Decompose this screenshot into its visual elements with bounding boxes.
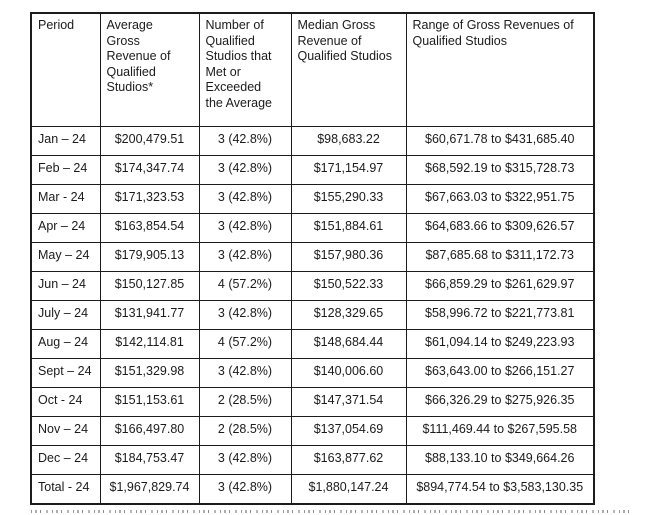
col-header-median-revenue: Median Gross Revenue of Qualified Studios — [291, 13, 406, 127]
avg-revenue-cell: $163,854.54 — [100, 214, 199, 243]
revenue-range-cell: $61,094.14 to $249,223.93 — [406, 330, 594, 359]
avg-revenue-cell: $184,753.47 — [100, 446, 199, 475]
revenue-range-cell: $88,133.10 to $349,664.26 — [406, 446, 594, 475]
period-cell: Feb – 24 — [31, 156, 100, 185]
period-cell: Apr – 24 — [31, 214, 100, 243]
median-revenue-cell: $150,522.33 — [291, 272, 406, 301]
period-cell: Mar - 24 — [31, 185, 100, 214]
period-cell: July – 24 — [31, 301, 100, 330]
col-header-average-revenue: Average Gross Revenue of Qualified Studios* — [100, 13, 199, 127]
table-row — [31, 388, 594, 417]
revenue-range-cell: $894,774.54 to $3,583,130.35 — [406, 475, 594, 504]
median-revenue-cell: $140,006.60 — [291, 359, 406, 388]
median-revenue-cell: $157,980.36 — [291, 243, 406, 272]
revenue-range-cell: $58,996.72 to $221,773.81 — [406, 301, 594, 330]
revenue-range-cell: $68,592.19 to $315,728.73 — [406, 156, 594, 185]
met-average-cell: 2 (28.5%) — [199, 388, 291, 417]
table-row — [31, 359, 594, 388]
avg-revenue-cell: $200,479.51 — [100, 127, 199, 156]
met-average-cell: 3 (42.8%) — [199, 214, 291, 243]
table-row — [31, 272, 594, 301]
clipped-footnote-text — [31, 509, 631, 513]
median-revenue-cell: $148,684.44 — [291, 330, 406, 359]
met-average-cell: 3 (42.8%) — [199, 446, 291, 475]
met-average-cell: 4 (57.2%) — [199, 330, 291, 359]
met-average-cell: 3 (42.8%) — [199, 301, 291, 330]
met-average-cell: 2 (28.5%) — [199, 417, 291, 446]
revenue-range-cell: $67,663.03 to $322,951.75 — [406, 185, 594, 214]
median-revenue-cell: $147,371.54 — [291, 388, 406, 417]
table-row — [31, 301, 594, 330]
period-cell: Dec – 24 — [31, 446, 100, 475]
median-revenue-cell: $155,290.33 — [291, 185, 406, 214]
avg-revenue-cell: $151,153.61 — [100, 388, 199, 417]
median-revenue-cell: $128,329.65 — [291, 301, 406, 330]
clipped-footnote-ink — [31, 510, 631, 513]
col-header-revenue-range: Range of Gross Revenues of Qualified Studios — [406, 13, 594, 127]
avg-revenue-cell: $131,941.77 — [100, 301, 199, 330]
median-revenue-cell: $151,884.61 — [291, 214, 406, 243]
revenue-range-cell: $66,326.29 to $275,926.35 — [406, 388, 594, 417]
table-row — [31, 185, 594, 214]
avg-revenue-cell: $150,127.85 — [100, 272, 199, 301]
median-revenue-cell: $171,154.97 — [291, 156, 406, 185]
met-average-cell: 3 (42.8%) — [199, 475, 291, 504]
revenue-range-cell: $63,643.00 to $266,151.27 — [406, 359, 594, 388]
avg-revenue-cell: $1,967,829.74 — [100, 475, 199, 504]
met-average-cell: 4 (57.2%) — [199, 272, 291, 301]
avg-revenue-cell: $151,329.98 — [100, 359, 199, 388]
period-cell: Oct - 24 — [31, 388, 100, 417]
col-header-met-average: Number of Qualified Studios that Met or Exceeded the Average — [199, 13, 291, 127]
avg-revenue-cell: $142,114.81 — [100, 330, 199, 359]
met-average-cell: 3 (42.8%) — [199, 127, 291, 156]
revenue-range-cell: $60,671.78 to $431,685.40 — [406, 127, 594, 156]
table-header-row — [31, 13, 594, 127]
median-revenue-cell: $98,683.22 — [291, 127, 406, 156]
table-row-total — [31, 475, 594, 504]
met-average-cell: 3 (42.8%) — [199, 185, 291, 214]
revenue-range-cell: $87,685.68 to $311,172.73 — [406, 243, 594, 272]
met-average-cell: 3 (42.8%) — [199, 156, 291, 185]
avg-revenue-cell: $166,497.80 — [100, 417, 199, 446]
avg-revenue-cell: $171,323.53 — [100, 185, 199, 214]
period-cell: Jun – 24 — [31, 272, 100, 301]
table-row — [31, 417, 594, 446]
period-cell: Nov – 24 — [31, 417, 100, 446]
met-average-cell: 3 (42.8%) — [199, 359, 291, 388]
median-revenue-cell: $137,054.69 — [291, 417, 406, 446]
col-header-period: Period — [31, 13, 100, 127]
table-row — [31, 330, 594, 359]
period-cell: Aug – 24 — [31, 330, 100, 359]
median-revenue-cell: $1,880,147.24 — [291, 475, 406, 504]
median-revenue-cell: $163,877.62 — [291, 446, 406, 475]
avg-revenue-cell: $179,905.13 — [100, 243, 199, 272]
table-row — [31, 243, 594, 272]
revenue-range-cell: $111,469.44 to $267,595.58 — [406, 417, 594, 446]
period-cell: May – 24 — [31, 243, 100, 272]
table-row — [31, 156, 594, 185]
revenue-range-cell: $66,859.29 to $261,629.97 — [406, 272, 594, 301]
gross-revenue-table — [30, 12, 595, 505]
revenue-range-cell: $64,683.66 to $309,626.57 — [406, 214, 594, 243]
table-row — [31, 446, 594, 475]
met-average-cell: 3 (42.8%) — [199, 243, 291, 272]
avg-revenue-cell: $174,347.74 — [100, 156, 199, 185]
period-cell: Sept – 24 — [31, 359, 100, 388]
period-cell: Jan – 24 — [31, 127, 100, 156]
table-row — [31, 214, 594, 243]
period-cell: Total - 24 — [31, 475, 100, 504]
table-row — [31, 127, 594, 156]
